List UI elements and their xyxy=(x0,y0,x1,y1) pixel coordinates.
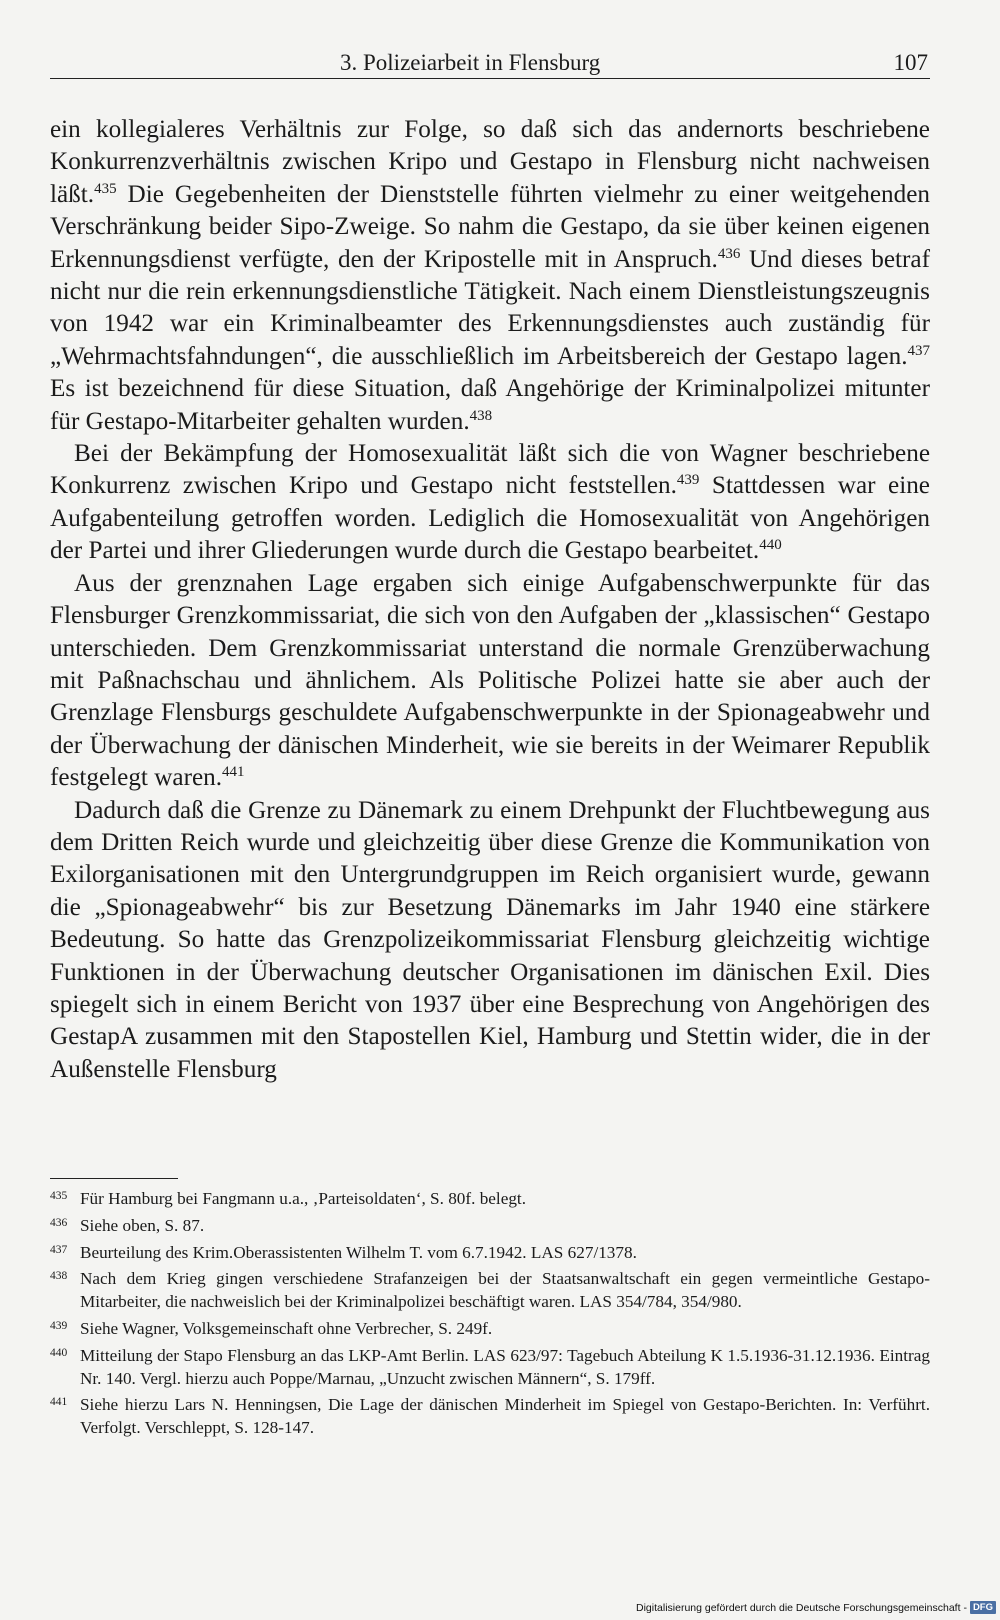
footnote-reference[interactable]: 441 xyxy=(222,764,245,781)
digitization-credit xyxy=(636,1601,996,1614)
text-run: Die Gegebenheiten der Dienststelle führten vielmehr zu einer weitgehenden Verschränkung beider Sipo-Zweige. So nahm die Gestapo, da sie über keinen eigenen Erkennungsdienst verfügte, den der Kripostelle mit in Anspruch. xyxy=(50,180,930,273)
paragraph xyxy=(50,114,930,438)
footnote-number: 436 xyxy=(50,1216,68,1229)
footnote-number: 438 xyxy=(50,1270,68,1283)
footnote xyxy=(50,1345,930,1391)
footnote-reference[interactable]: 437 xyxy=(907,342,930,359)
footnote-text: Siehe hierzu Lars N. Henningsen, Die Lage der dänischen Minderheit im Spiegel von Gestapo-Berichten. In: Verführt. Verfolgt. Verschleppt, S. 128-147. xyxy=(80,1395,930,1438)
footnotes xyxy=(50,1188,930,1444)
running-header xyxy=(50,44,930,79)
footnote-reference[interactable]: 435 xyxy=(94,180,117,197)
footnote-number: 439 xyxy=(50,1319,68,1332)
footnote-reference[interactable]: 439 xyxy=(676,472,700,489)
footnote xyxy=(50,1268,930,1314)
footnote-text: Siehe oben, S. 87. xyxy=(80,1215,205,1235)
footnote-number: 441 xyxy=(50,1396,68,1409)
text-run: Bei der Bekämpfung der Homosexualität läßt sich die von Wagner beschriebene Konkurrenz zwischen Kripo und Gestapo nicht feststellen. xyxy=(50,440,930,500)
footnote-number: 440 xyxy=(50,1346,68,1359)
footnote-text: Nach dem Krieg gingen verschiedene Strafanzeigen bei der Staatsanwaltschaft ein gegen vermeintliche Gestapo-Mitarbeiter, die nachweislich bei der Kriminalpolizei beschäftigt waren. LAS 354/784, 354/980. xyxy=(80,1269,930,1312)
credit-text: Digitalisierung gefördert durch die Deutsche Forschungsgemeinschaft - xyxy=(636,1601,967,1614)
page-number: 107 xyxy=(893,50,928,75)
chapter-title: 3. Polizeiarbeit in Flensburg xyxy=(340,50,601,75)
footnote-number: 435 xyxy=(50,1190,68,1202)
footnote-number: 437 xyxy=(50,1243,68,1256)
text-run: Aus der grenznahen Lage ergaben sich einige Aufgabenschwerpunkte für das Flensburger Grenzkommissariat, die sich von den Aufgaben der „klassischen“ Gestapo unterschieden. Dem Grenzkommissariat unterstand die normale Grenzüberwachung mit Paßnachschau und ähnlichem. Als Politische Polizei hatte sie aber auch der Grenzlage Flensburgs geschuldete Aufgabenschwerpunkte in der Spionageabwehr und der Überwachung der dänischen Minderheit, wie sie bereits in der Weimarer Republik festgelegt waren. xyxy=(50,569,930,792)
footnote xyxy=(50,1318,930,1341)
footnote-text: Mitteilung der Stapo Flensburg an das LKP-Amt Berlin. LAS 623/97: Tagebuch Abteilung K 1.5.1936-31.12.1936. Eintrag Nr. 140. Vergl. hierzu auch Poppe/Marnau, „Unzucht zwischen Männern“, S. 179ff. xyxy=(80,1345,930,1388)
text-run: ein kollegialeres Verhältnis zur Folge, so daß sich das andernorts beschriebene Konkurrenzverhältnis zwischen Kripo und Gestapo in Flensburg nicht nachweisen läßt. xyxy=(50,116,930,208)
paragraph xyxy=(50,438,930,568)
paragraph xyxy=(50,568,930,795)
footnote-text: Beurteilung des Krim.Oberassistenten Wilhelm T. vom 6.7.1942. LAS 627/1378. xyxy=(80,1242,637,1262)
text-run: Stattdessen war eine Aufgabenteilung getroffen worden. Lediglich die Homosexualität von Angehörigen der Partei und ihrer Gliederungen wurde durch die Gestapo bearbeitet. xyxy=(50,472,930,565)
dfg-logo-icon: DFG xyxy=(970,1601,996,1614)
footnote-reference[interactable]: 436 xyxy=(717,245,741,262)
text-run: Dadurch daß die Grenze zu Dänemark zu einem Drehpunkt der Fluchtbewegung aus dem Dritten Reich wurde und gleichzeitig über diese Grenze die Kommunikation von Exilorganisationen mit den Untergrundgruppen im Reich organisiert wurde, gewann die „Spionageabwehr“ bis zur Besetzung Dänemarks im Jahr 1940 eine stärkere Bedeutung. So hatte das Grenzpolizeikommissariat Flensburg gleichzeitig wichtige Funktionen in der Überwachung deutscher Organisationen im dänischen Exil. Dies spiegelt sich in einem Bericht von 1937 über eine Besprechung von Angehörigen des GestapA zusammen mit den Stapostellen Kiel, Hamburg und Stettin wider, die in der Außenstelle Flensburg xyxy=(50,796,930,1083)
footnote xyxy=(50,1188,930,1211)
footnote-text: Siehe Wagner, Volksgemeinschaft ohne Verbrecher, S. 249f. xyxy=(80,1318,493,1338)
footnote xyxy=(50,1242,930,1265)
footnote-reference[interactable]: 440 xyxy=(759,537,782,554)
body-text xyxy=(50,114,930,1086)
text-run: Und dieses betraf nicht nur die rein erkennungsdienstliche Tätigkeit. Nach einem Dienstleistungszeugnis von 1942 war ein Kriminalbeamter des Erkennungsdienstes auch zuständig für „Wehrmachtsfahndungen“, die ausschließlich im Arbeitsbereich der Gestapo lagen. xyxy=(50,245,930,370)
paragraph xyxy=(50,795,930,1087)
footnote-text: Für Hamburg bei Fangmann u.a., ‚Parteisoldaten‘, S. 80f. belegt. xyxy=(80,1189,526,1208)
footnote-separator xyxy=(50,1178,178,1179)
footnote-reference[interactable]: 438 xyxy=(469,407,493,424)
text-run: Es ist bezeichnend für diese Situation, daß Angehörige der Kriminalpolizei mitunter für Gestapo-Mitarbeiter gehalten wurden. xyxy=(50,375,930,435)
footnote xyxy=(50,1215,930,1238)
footnote xyxy=(50,1394,930,1440)
